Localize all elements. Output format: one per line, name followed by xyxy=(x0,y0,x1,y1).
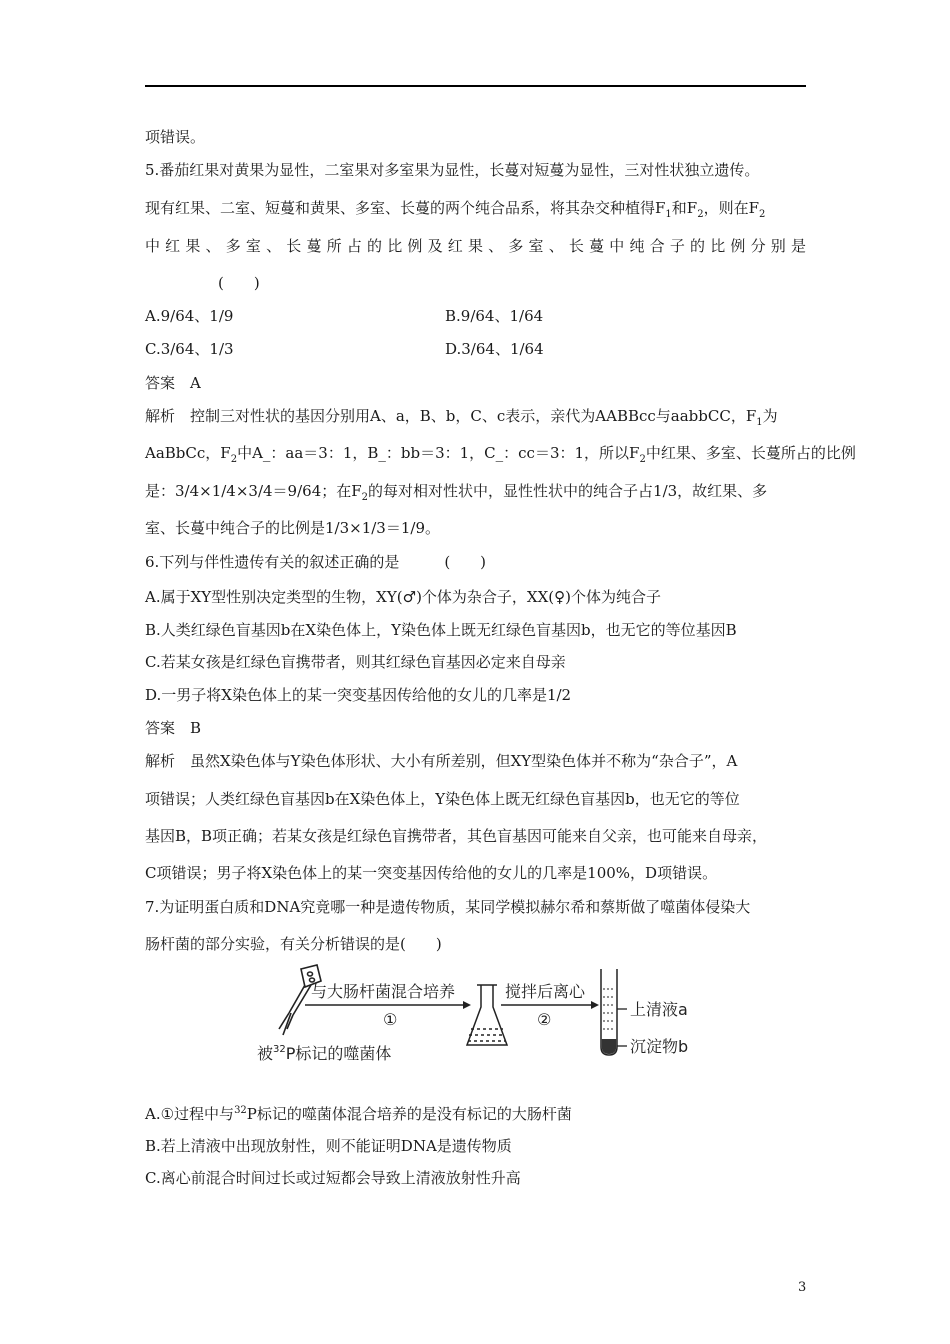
q5-option-d: D.3/64、1/64 xyxy=(445,340,544,358)
step1-label: 与大肠杆菌混合培养 xyxy=(311,982,456,1001)
q5-explanation-line2: AaBbCc，$F_2$中A_：aa＝3：1，B_：bb＝3：1，C_：cc＝3：1，所以$F_2$中红果、多室、长蔓所占的比例 xyxy=(145,444,856,465)
q6-answer: 答案 B xyxy=(145,719,202,737)
test-tube-icon xyxy=(601,969,627,1055)
q6-option-c: C.若某女孩是红绿色盲携带者，则其红绿色盲基因必定来自母亲 xyxy=(145,653,566,671)
phage-experiment-diagram xyxy=(255,963,715,1063)
q6-explanation-line1: 解析 虽然X染色体与Y染色体形状、大小有所差别，但XY型染色体并不称为“杂合子”，A xyxy=(145,752,738,770)
q6-option-a: A.属于XY型性别决定类型的生物，XY(♂)个体为杂合子，XX(♀)个体为纯合子 xyxy=(145,588,661,606)
q7-stem-line2: 肠杆菌的部分实验，有关分析错误的是( ) xyxy=(145,935,442,953)
page-number: 3 xyxy=(798,1280,807,1295)
q6-explanation-line4: C项错误；男子将X染色体上的某一突变基因传给他的女儿的几率是100%，D项错误。 xyxy=(145,864,718,882)
q7-option-b: B.若上清液中出现放射性，则不能证明DNA是遗传物质 xyxy=(145,1137,512,1155)
sediment-label: 沉淀物b xyxy=(630,1037,689,1056)
q6-stem: 6.下列与伴性遗传有关的叙述正确的是 ( ) xyxy=(145,553,487,571)
q5-explanation-line1: 解析 控制三对性状的基因分别用A、a，B、b，C、c表示，亲代为AABBcc与aabbCC，$F_1$为 xyxy=(145,407,778,428)
step1-number: ① xyxy=(383,1010,398,1029)
q5-explanation-line3: 是：3/4×1/4×3/4＝9/64；在$F_2$的每对相对性状中，显性性状中的纯合子占1/3，故红果、多 xyxy=(145,482,768,503)
q5-option-c: C.3/64、1/3 xyxy=(145,340,234,358)
q7-option-c: C.离心前混合时间过长或过短都会导致上清液放射性升高 xyxy=(145,1169,521,1187)
q5-stem-line2: 现有红果、二室、短蔓和黄果、多室、长蔓的两个纯合品系，将其杂交种植得$F_1$和$F_2$，则在$F_2$ xyxy=(145,199,766,220)
q5-stem-line3: 中红果、多室、长蔓所占的比例及红果、多室、长蔓中纯合子的比例分别是 xyxy=(145,237,806,255)
q7-option-a: A.①过程中与$^{32}$P标记的噬菌体混合培养的是没有标记的大肠杆菌 xyxy=(145,1105,572,1123)
q7-stem-line1: 7.为证明蛋白质和DNA究竟哪一种是遗传物质，某同学模拟赫尔希和蔡斯做了噬菌体侵染大 xyxy=(145,898,751,916)
q6-option-b: B.人类红绿色盲基因b在X染色体上，Y染色体上既无红绿色盲基因b，也无它的等位基因B xyxy=(145,621,737,639)
step2-label: 搅拌后离心 xyxy=(505,982,586,1001)
q5-answer: 答案 A xyxy=(145,374,201,392)
step2-number: ② xyxy=(537,1010,552,1029)
q6-explanation-line2: 项错误；人类红绿色盲基因b在X染色体上，Y染色体上既无红绿色盲基因b，也无它的等位 xyxy=(145,790,740,808)
q6-explanation-line3: 基因B，B项正确；若某女孩是红绿色盲携带者，其色盲基因可能来自父亲，也可能来自母亲， xyxy=(145,827,768,845)
arrow-1 xyxy=(305,1001,471,1009)
supernatant-label: 上清液a xyxy=(630,1000,688,1019)
q5-option-b: B.9/64、1/64 xyxy=(445,307,544,325)
q5-explanation-line4: 室、长蔓中纯合子的比例是1/3×1/3＝1/9。 xyxy=(145,519,440,537)
male-symbol-icon: ♂ xyxy=(402,588,417,606)
header-rule xyxy=(145,85,806,87)
arrow-2 xyxy=(501,1001,599,1009)
q6-option-d: D.一男子将X染色体上的某一突变基因传给他的女儿的几率是1/2 xyxy=(145,686,572,704)
phage-label: 被$^{32}$P标记的噬菌体 xyxy=(257,1044,392,1063)
continuation-line: 项错误。 xyxy=(145,128,206,146)
q5-option-a: A.9/64、1/9 xyxy=(145,307,234,325)
q5-answer-paren: ( ) xyxy=(218,274,260,292)
q5-stem-line1: 5.番茄红果对黄果为显性，二室果对多室果为显性，长蔓对短蔓为显性，三对性状独立遗传。 xyxy=(145,161,760,179)
flask-icon xyxy=(467,985,507,1045)
